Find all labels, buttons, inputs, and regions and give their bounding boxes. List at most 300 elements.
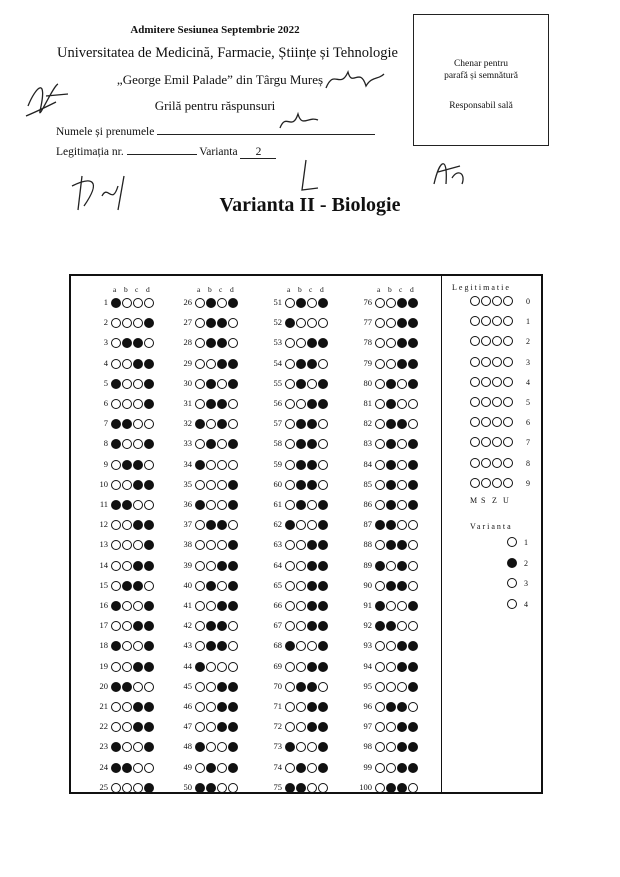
legitimatie-bubble[interactable] [481,296,491,306]
answer-bubble-d[interactable] [228,783,238,793]
answer-bubble-d[interactable] [144,379,154,389]
answer-bubble-d[interactable] [144,460,154,470]
answer-bubble-b[interactable] [386,399,396,409]
answer-bubble-d[interactable] [228,460,238,470]
answer-bubble-c[interactable] [217,601,227,611]
answer-bubble-d[interactable] [318,581,328,591]
answer-bubble-a[interactable] [195,682,205,692]
question-number: 15 [99,579,108,590]
answer-bubble-b[interactable] [122,662,132,672]
answer-bubble-c[interactable] [397,500,407,510]
answer-bubble-d[interactable] [408,581,418,591]
answer-bubble-d[interactable] [144,480,154,490]
answer-bubble-b[interactable] [122,561,132,571]
answer-bubble-a[interactable] [375,581,385,591]
legitimatie-bubble[interactable] [492,478,502,488]
answer-bubble-c[interactable] [133,682,143,692]
answer-bubble-b[interactable] [122,500,132,510]
answer-bubble-c[interactable] [217,561,227,571]
answer-bubble-c[interactable] [133,359,143,369]
answer-bubble-a[interactable] [111,298,121,308]
answer-bubble-c[interactable] [397,460,407,470]
answer-bubble-a[interactable] [375,601,385,611]
answer-bubble-d[interactable] [408,480,418,490]
answer-bubble-c[interactable] [397,682,407,692]
question-number: 57 [273,418,282,429]
answer-bubble-b[interactable] [296,682,306,692]
answer-bubble-d[interactable] [228,601,238,611]
answer-bubble-b[interactable] [122,601,132,611]
answer-bubble-c[interactable] [307,601,317,611]
answer-bubble-d[interactable] [318,298,328,308]
answer-bubble-a[interactable] [375,379,385,389]
answer-bubble-d[interactable] [144,561,154,571]
answer-bubble-a[interactable] [375,783,385,793]
varianta-bubble-2[interactable] [507,558,517,568]
answer-bubble-b[interactable] [206,702,216,712]
answer-sheet-divider [441,276,442,792]
answer-bubble-b[interactable] [386,480,396,490]
answer-bubble-d[interactable] [228,682,238,692]
question-number: 77 [363,317,372,328]
answer-bubble-b[interactable] [206,783,216,793]
answer-bubble-b[interactable] [296,763,306,773]
answer-bubble-a[interactable] [375,763,385,773]
answer-bubble-b[interactable] [386,601,396,611]
answer-bubble-b[interactable] [386,702,396,712]
answer-bubble-c[interactable] [397,581,407,591]
answer-bubble-b[interactable] [206,379,216,389]
answer-bubble-c[interactable] [217,480,227,490]
answer-bubble-b[interactable] [386,298,396,308]
legitimatie-bubble[interactable] [470,377,480,387]
legitimatie-bubble[interactable] [470,397,480,407]
answer-bubble-b[interactable] [386,783,396,793]
answer-bubble-b[interactable] [386,682,396,692]
question-number: 73 [273,741,282,752]
answer-bubble-b[interactable] [296,581,306,591]
answer-bubble-c[interactable] [397,359,407,369]
answer-bubble-b[interactable] [206,682,216,692]
answer-bubble-c[interactable] [307,379,317,389]
answer-bubble-b[interactable] [206,359,216,369]
answer-bubble-a[interactable] [111,359,121,369]
answer-bubble-a[interactable] [111,500,121,510]
answer-bubble-d[interactable] [318,662,328,672]
answer-bubble-a[interactable] [375,480,385,490]
legitimatie-bubble[interactable] [492,357,502,367]
answer-bubble-d[interactable] [228,662,238,672]
answer-bubble-a[interactable] [375,399,385,409]
answer-bubble-a[interactable] [111,399,121,409]
answer-bubble-a[interactable] [111,662,121,672]
answer-bubble-d[interactable] [144,581,154,591]
id-line [127,144,197,155]
answer-bubble-b[interactable] [296,480,306,490]
answer-bubble-d[interactable] [318,783,328,793]
answer-bubble-b[interactable] [296,662,306,672]
question-number: 51 [273,297,282,307]
answer-bubble-d[interactable] [144,763,154,773]
question-number: 70 [273,680,282,691]
answer-bubble-d[interactable] [228,500,238,510]
answer-bubble-c[interactable] [397,399,407,409]
question-number: 41 [183,600,192,610]
answer-bubble-b[interactable] [206,500,216,510]
answer-bubble-d[interactable] [408,783,418,793]
option-letter-header: a [287,285,291,294]
answer-bubble-a[interactable] [375,682,385,692]
answer-bubble-c[interactable] [217,581,227,591]
answer-bubble-c[interactable] [217,399,227,409]
answer-bubble-d[interactable] [318,702,328,712]
answer-bubble-d[interactable] [408,460,418,470]
answer-bubble-a[interactable] [111,783,121,793]
answer-bubble-c[interactable] [217,379,227,389]
legitimatie-bubble[interactable] [481,458,491,468]
answer-bubble-d[interactable] [144,783,154,793]
answer-bubble-c[interactable] [307,763,317,773]
answer-bubble-d[interactable] [408,399,418,409]
answer-bubble-b[interactable] [122,783,132,793]
answer-bubble-c[interactable] [397,601,407,611]
answer-bubble-a[interactable] [285,581,295,591]
legitimatie-bubble[interactable] [481,377,491,387]
answer-bubble-b[interactable] [386,763,396,773]
answer-bubble-a[interactable] [375,702,385,712]
answer-bubble-a[interactable] [111,379,121,389]
answer-bubble-b[interactable] [386,379,396,389]
answer-bubble-a[interactable] [195,561,205,571]
answer-bubble-c[interactable] [217,783,227,793]
answer-bubble-d[interactable] [318,682,328,692]
answer-bubble-c[interactable] [307,783,317,793]
answer-bubble-c[interactable] [397,702,407,712]
answer-bubble-b[interactable] [206,662,216,672]
answer-bubble-a[interactable] [195,662,205,672]
answer-bubble-c[interactable] [307,298,317,308]
answer-bubble-a[interactable] [285,500,295,510]
answer-bubble-a[interactable] [195,500,205,510]
answer-bubble-d[interactable] [228,359,238,369]
legitimatie-bubble[interactable] [503,397,513,407]
answer-bubble-a[interactable] [111,763,121,773]
question-number: 66 [273,600,282,610]
answer-bubble-b[interactable] [206,601,216,611]
legitimatie-bubble[interactable] [492,397,502,407]
answer-bubble-c[interactable] [217,500,227,510]
signature-scribble-right [426,148,472,194]
answer-bubble-c[interactable] [217,298,227,308]
answer-bubble-c[interactable] [397,763,407,773]
answer-bubble-c[interactable] [217,702,227,712]
answer-bubble-a[interactable] [111,682,121,692]
answer-bubble-a[interactable] [285,399,295,409]
answer-bubble-b[interactable] [122,581,132,591]
answer-bubble-c[interactable] [397,662,407,672]
answer-bubble-d[interactable] [408,379,418,389]
answer-bubble-a[interactable] [285,298,295,308]
answer-bubble-c[interactable] [397,783,407,793]
answer-bubble-c[interactable] [133,399,143,409]
answer-bubble-d[interactable] [228,581,238,591]
question-number: 98 [363,741,372,752]
answer-bubble-c[interactable] [133,480,143,490]
university-subname: „George Emil Palade” din Târgu Mureș [116,72,324,87]
answer-bubble-b[interactable] [296,379,306,389]
answer-bubble-a[interactable] [195,359,205,369]
answer-bubble-d[interactable] [318,500,328,510]
answer-bubble-a[interactable] [285,662,295,672]
question-number: 5 [103,377,108,388]
answer-bubble-d[interactable] [228,298,238,308]
answer-bubble-b[interactable] [206,399,216,409]
answer-bubble-a[interactable] [195,702,205,712]
question-number: 87 [363,519,372,530]
answer-bubble-b[interactable] [296,359,306,369]
legitimatie-bubble[interactable] [481,397,491,407]
answer-bubble-a[interactable] [195,763,205,773]
answer-bubble-a[interactable] [375,662,385,672]
answer-bubble-a[interactable] [111,480,121,490]
question-number: 25 [99,781,108,792]
answer-bubble-b[interactable] [296,298,306,308]
answer-bubble-c[interactable] [133,298,143,308]
answer-bubble-d[interactable] [408,500,418,510]
answer-bubble-b[interactable] [122,298,132,308]
answer-bubble-b[interactable] [122,460,132,470]
answer-bubble-a[interactable] [375,561,385,571]
answer-bubble-c[interactable] [217,662,227,672]
answer-bubble-d[interactable] [144,702,154,712]
answer-bubble-a[interactable] [285,601,295,611]
answer-bubble-b[interactable] [296,783,306,793]
answer-bubble-b[interactable] [206,763,216,773]
answer-bubble-d[interactable] [318,399,328,409]
answer-bubble-d[interactable] [228,561,238,571]
answer-bubble-b[interactable] [386,460,396,470]
answer-bubble-a[interactable] [195,298,205,308]
answer-bubble-d[interactable] [408,682,418,692]
answer-bubble-b[interactable] [296,702,306,712]
answer-bubble-d[interactable] [144,399,154,409]
answer-bubble-c[interactable] [133,763,143,773]
answer-bubble-b[interactable] [122,763,132,773]
answer-bubble-b[interactable] [206,561,216,571]
legitimatie-bubble[interactable] [481,357,491,367]
answer-bubble-a[interactable] [285,763,295,773]
answer-bubble-d[interactable] [144,682,154,692]
answer-bubble-b[interactable] [296,399,306,409]
answer-bubble-a[interactable] [285,480,295,490]
answer-bubble-b[interactable] [386,662,396,672]
option-letter-header: c [219,285,223,294]
answer-bubble-a[interactable] [111,561,121,571]
answer-bubble-c[interactable] [397,480,407,490]
question-number: 28 [183,337,192,348]
answer-bubble-b[interactable] [206,480,216,490]
answer-bubble-d[interactable] [144,662,154,672]
answer-bubble-c[interactable] [217,682,227,692]
answer-bubble-d[interactable] [408,298,418,308]
answer-bubble-c[interactable] [217,460,227,470]
legitimatie-bubble[interactable] [503,478,513,488]
answer-bubble-c[interactable] [307,581,317,591]
answer-bubble-d[interactable] [318,379,328,389]
legitimatie-bubble[interactable] [503,357,513,367]
legitimatie-bubble[interactable] [470,357,480,367]
answer-bubble-a[interactable] [285,561,295,571]
answer-bubble-d[interactable] [318,763,328,773]
answer-bubble-c[interactable] [397,298,407,308]
answer-bubble-a[interactable] [285,702,295,712]
answer-bubble-a[interactable] [195,399,205,409]
answer-bubble-c[interactable] [397,561,407,571]
answer-bubble-b[interactable] [296,460,306,470]
answer-bubble-d[interactable] [318,460,328,470]
answer-bubble-c[interactable] [133,662,143,672]
answer-bubble-d[interactable] [318,601,328,611]
question-number: 59 [273,458,282,469]
answer-bubble-a[interactable] [195,480,205,490]
varianta-bubble-4[interactable] [507,599,517,609]
answer-bubble-a[interactable] [375,500,385,510]
answer-bubble-b[interactable] [122,702,132,712]
answer-bubble-a[interactable] [195,601,205,611]
question-number: 2 [103,317,108,328]
answer-bubble-a[interactable] [195,581,205,591]
answer-bubble-d[interactable] [318,359,328,369]
answer-bubble-d[interactable] [408,601,418,611]
answer-bubble-a[interactable] [375,359,385,369]
answer-bubble-d[interactable] [408,763,418,773]
answer-bubble-d[interactable] [228,702,238,712]
question-number: 11 [99,499,108,509]
legitimatie-bubble[interactable] [470,296,480,306]
question-number: 92 [363,620,372,631]
answer-bubble-c[interactable] [307,359,317,369]
legitimatie-bubble[interactable] [470,458,480,468]
answer-bubble-a[interactable] [375,298,385,308]
answer-bubble-b[interactable] [296,561,306,571]
answer-bubble-b[interactable] [122,399,132,409]
option-letter-header: c [399,285,403,294]
answer-bubble-c[interactable] [133,500,143,510]
answer-bubble-d[interactable] [408,359,418,369]
answer-bubble-d[interactable] [318,480,328,490]
answer-bubble-a[interactable] [195,783,205,793]
answer-bubble-b[interactable] [386,561,396,571]
answer-bubble-a[interactable] [285,682,295,692]
answer-bubble-c[interactable] [307,682,317,692]
answer-bubble-d[interactable] [228,763,238,773]
answer-bubble-b[interactable] [386,500,396,510]
answer-bubble-c[interactable] [307,399,317,409]
varianta-bubble-1[interactable] [507,537,517,547]
answer-bubble-b[interactable] [206,460,216,470]
answer-bubble-b[interactable] [122,379,132,389]
answer-bubble-b[interactable] [122,480,132,490]
answer-bubble-b[interactable] [206,581,216,591]
answer-bubble-a[interactable] [285,359,295,369]
varianta-bubble-3[interactable] [507,578,517,588]
answer-bubble-d[interactable] [144,601,154,611]
question-number: 42 [183,620,192,631]
answer-bubble-d[interactable] [408,561,418,571]
answer-bubble-c[interactable] [133,783,143,793]
answer-bubble-a[interactable] [285,460,295,470]
answer-bubble-c[interactable] [217,359,227,369]
answer-bubble-d[interactable] [318,561,328,571]
answer-bubble-d[interactable] [228,379,238,389]
legitimatie-bubble[interactable] [503,377,513,387]
answer-bubble-c[interactable] [397,379,407,389]
answer-bubble-c[interactable] [133,379,143,389]
legitimatie-bubble[interactable] [503,458,513,468]
legitimatie-bubble[interactable] [481,478,491,488]
answer-bubble-b[interactable] [206,298,216,308]
answer-bubble-c[interactable] [217,763,227,773]
answer-bubble-d[interactable] [408,702,418,712]
answer-bubble-d[interactable] [144,500,154,510]
answer-bubble-c[interactable] [133,702,143,712]
answer-bubble-c[interactable] [307,480,317,490]
answer-bubble-c[interactable] [133,581,143,591]
question-number: 20 [99,680,108,691]
legitimatie-bubble[interactable] [470,478,480,488]
legitimatie-bubble[interactable] [503,296,513,306]
answer-bubble-a[interactable] [111,601,121,611]
answer-bubble-a[interactable] [111,702,121,712]
answer-bubble-d[interactable] [144,298,154,308]
answer-bubble-a[interactable] [195,460,205,470]
answer-bubble-d[interactable] [408,662,418,672]
answer-bubble-c[interactable] [133,601,143,611]
answer-bubble-a[interactable] [375,460,385,470]
legitimatie-bubble[interactable] [492,296,502,306]
question-number: 65 [273,579,282,590]
answer-bubble-a[interactable] [285,379,295,389]
legitimatie-digit: 5 [526,398,530,407]
option-letter-header: d [410,285,414,294]
legitimatie-bubble[interactable] [492,377,502,387]
answer-bubble-b[interactable] [296,500,306,510]
question-number: 13 [99,539,108,550]
answer-bubble-b[interactable] [386,581,396,591]
answer-bubble-b[interactable] [122,682,132,692]
answer-bubble-a[interactable] [111,460,121,470]
question-number: 18 [99,640,108,651]
answer-bubble-c[interactable] [307,460,317,470]
answer-bubble-d[interactable] [228,480,238,490]
answer-bubble-c[interactable] [307,500,317,510]
answer-bubble-c[interactable] [307,561,317,571]
answer-bubble-c[interactable] [307,662,317,672]
answer-bubble-a[interactable] [195,379,205,389]
answer-bubble-c[interactable] [133,561,143,571]
answer-bubble-b[interactable] [296,601,306,611]
answer-bubble-c[interactable] [307,702,317,712]
answer-bubble-c[interactable] [133,460,143,470]
legitimatie-bubble[interactable] [492,458,502,468]
answer-bubble-a[interactable] [111,581,121,591]
answer-bubble-a[interactable] [285,783,295,793]
answer-bubble-d[interactable] [144,359,154,369]
question-number: 61 [273,499,282,509]
answer-bubble-b[interactable] [122,359,132,369]
answer-bubble-d[interactable] [228,399,238,409]
answer-bubble-b[interactable] [386,359,396,369]
